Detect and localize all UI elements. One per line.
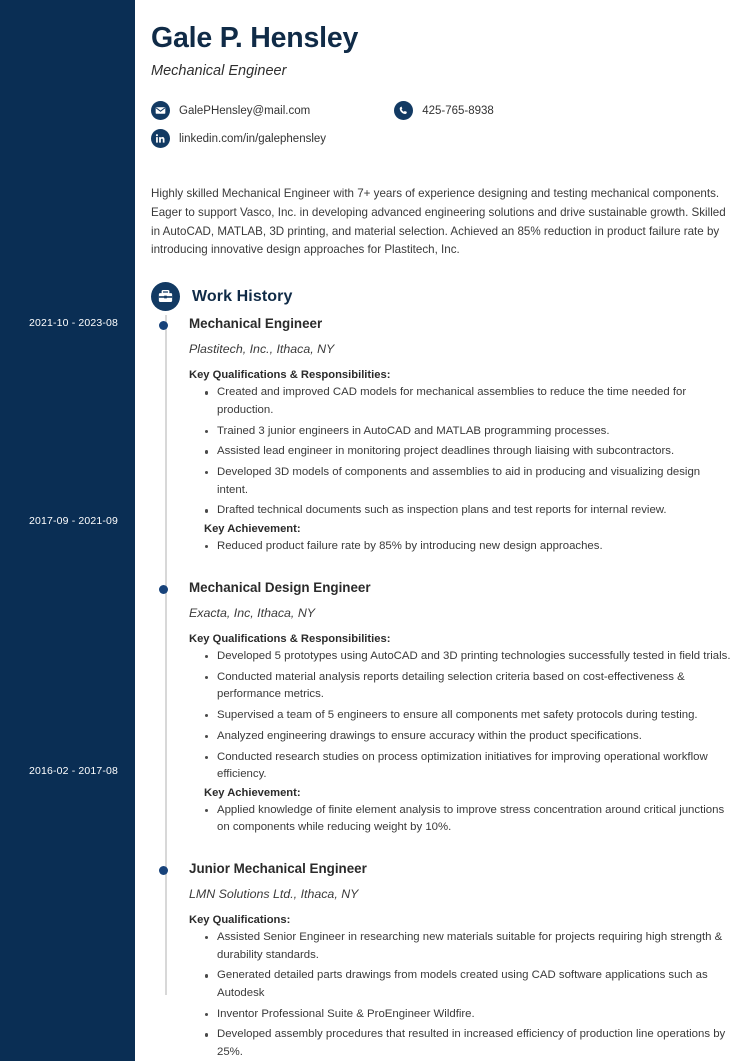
section-header-work-history xyxy=(151,282,732,311)
entry-company: LMN Solutions Ltd., Ithaca, NY xyxy=(189,887,359,902)
list-item: Developed assembly procedures that resulted in increased efficiency of production line operations by 25%. xyxy=(204,1026,732,1061)
contact-phone-text: 425-765-8938 xyxy=(422,104,494,117)
spacer xyxy=(189,559,732,579)
page-title: Gale P. Hensley xyxy=(151,22,359,54)
list-item: Assisted lead engineer in monitoring project deadlines through liaising with subcontractors. xyxy=(204,443,732,460)
contact-row-1 xyxy=(151,101,732,121)
list-item: Conducted research studies on process optimization initiatives for improving operational workflow efficiency. xyxy=(204,749,732,784)
list-item: Analyzed engineering drawings to ensure accuracy within the product specifications. xyxy=(204,728,732,745)
section-title-work-history: Work History xyxy=(192,287,293,305)
envelope-icon xyxy=(151,101,170,120)
entry-job-title: Mechanical Design Engineer xyxy=(189,580,371,596)
work-history-timeline xyxy=(151,315,732,1061)
professional-summary: Highly skilled Mechanical Engineer with 7+ years of experience designing and testing mechanical components. Eager to support Vasco, Inc. in developing advanced engineering solutions and drive sustainable growth. Skilled in AutoCAD, MATLAB, 3D printing, and material selection. Achieved an 85% reduction in product failure rate by introducing innovative design approaches for Plastitech, Inc. xyxy=(151,186,726,257)
timeline-dot xyxy=(159,866,168,875)
entry-achievement-label: Key Achievement: xyxy=(204,523,301,536)
entry-achievement-label: Key Achievement: xyxy=(204,786,301,799)
list-item: Assisted Senior Engineer in researching new materials suitable for projects requiring high strength & durability standards. xyxy=(204,929,732,964)
linkedin-icon xyxy=(151,129,170,148)
entry-bullet-list xyxy=(189,929,732,1061)
timeline-dot xyxy=(159,321,168,330)
entry-company: Plastitech, Inc., Ithaca, NY xyxy=(189,342,335,357)
briefcase-icon xyxy=(151,282,180,311)
list-item: Developed 5 prototypes using AutoCAD and 3D printing technologies successfully tested in field trials. xyxy=(204,648,732,665)
list-item: Supervised a team of 5 engineers to ensure all components met safety protocols during testing. xyxy=(204,707,732,724)
phone-icon xyxy=(394,101,413,120)
contact-phone[interactable] xyxy=(394,101,494,120)
work-entry xyxy=(189,860,732,1061)
entry-date-2: 2016-02 - 2017-08 xyxy=(29,765,118,777)
list-item: Inventor Professional Suite & ProEngineer Wildfire. xyxy=(204,1006,732,1023)
entry-bullet-list xyxy=(189,384,732,519)
list-item: Reduced product failure rate by 85% by introducing new design approaches. xyxy=(204,538,732,555)
list-item: Drafted technical documents such as inspection plans and test reports for internal review. xyxy=(204,502,732,519)
list-item: Developed 3D models of components and assemblies to aid in producing and visualizing design intent. xyxy=(204,464,732,499)
list-item: Trained 3 junior engineers in AutoCAD and MATLAB programming processes. xyxy=(204,423,732,440)
contact-row-2 xyxy=(151,129,732,149)
contact-email[interactable] xyxy=(151,101,310,120)
entry-company: Exacta, Inc, Ithaca, NY xyxy=(189,606,316,621)
entry-quals-label: Key Qualifications & Responsibilities: xyxy=(189,369,391,382)
entry-quals-label: Key Qualifications & Responsibilities: xyxy=(189,633,391,646)
work-entry xyxy=(189,315,732,555)
list-item: Generated detailed parts drawings from models created using CAD software applications such as Autodesk xyxy=(204,967,732,1002)
entry-achievement-list xyxy=(189,802,732,837)
entry-bullet-list xyxy=(189,648,732,783)
sidebar xyxy=(0,0,135,1061)
entry-date-0: 2021-10 - 2023-08 xyxy=(29,317,118,329)
entry-job-title: Mechanical Engineer xyxy=(189,316,323,332)
entry-quals-label: Key Qualifications: xyxy=(189,914,291,927)
entry-job-title: Junior Mechanical Engineer xyxy=(189,861,367,877)
spacer xyxy=(189,840,732,860)
work-entry xyxy=(189,579,732,837)
entry-date-1: 2017-09 - 2021-09 xyxy=(29,515,118,527)
header-subtitle: Mechanical Engineer xyxy=(151,62,287,79)
list-item: Applied knowledge of finite element analysis to improve stress concentration around critical junctions on components while reducing weight by 10%. xyxy=(204,802,732,837)
contact-linkedin-text: linkedin.com/in/galephensley xyxy=(179,132,327,145)
contact-linkedin[interactable] xyxy=(151,129,326,148)
contact-block xyxy=(151,101,732,149)
list-item: Conducted material analysis reports detailing selection criteria based on cost-effectiveness & performance metrics. xyxy=(204,669,732,704)
contact-email-text: GalePHensley@mail.com xyxy=(179,104,311,117)
timeline-dot xyxy=(159,585,168,594)
main-content xyxy=(135,0,750,1061)
timeline-line xyxy=(165,315,167,995)
list-item: Created and improved CAD models for mechanical assemblies to reduce the time needed for production. xyxy=(204,384,732,419)
entry-achievement-list xyxy=(189,538,732,555)
